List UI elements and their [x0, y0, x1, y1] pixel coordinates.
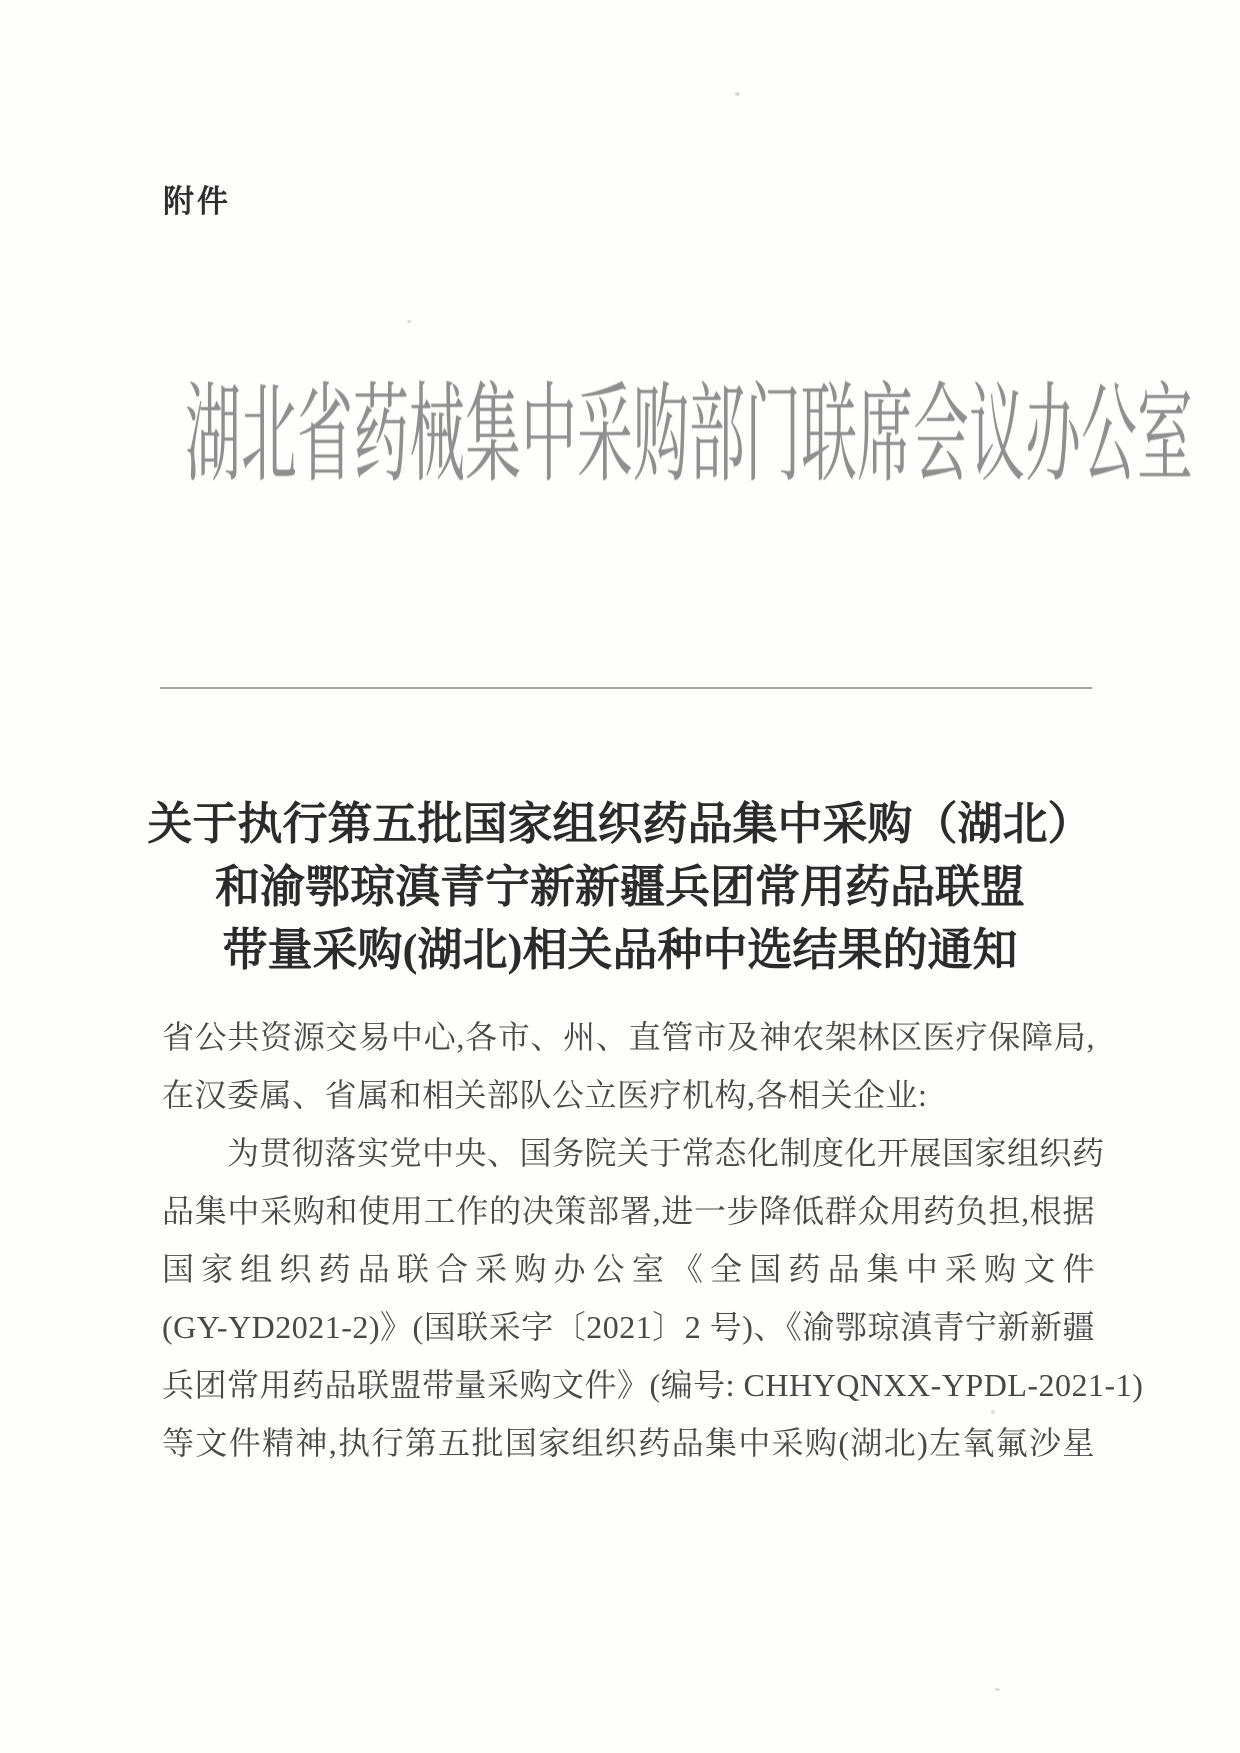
header-divider-line: [160, 687, 1092, 689]
body-line-2: 在汉委属、省属和相关部队公立医疗机构,各相关企业:: [162, 1077, 928, 1113]
scan-speck: [735, 92, 740, 96]
body-line-8: 等文件精神,执行第五批国家组织药品集中采购(湖北)左氧氟沙星: [162, 1425, 1095, 1461]
body-line-3: 为贯彻落实党中央、国务院关于常态化制度化开展国家组织药: [227, 1135, 1105, 1171]
scan-speck: [995, 1688, 1000, 1691]
scan-speck: [407, 320, 411, 323]
notice-title-line-2: 和渝鄂琼滇青宁新新疆兵团常用药品联盟: [214, 862, 1025, 912]
body-line-5: 国家组织药品联合采购办公室《全国药品集中采购文件: [162, 1251, 1095, 1287]
notice-title-line-1: 关于执行第五批国家组织药品集中采购（湖北）: [147, 799, 1093, 849]
notice-title-line-3: 带量采购(湖北)相关品种中选结果的通知: [222, 925, 1018, 975]
body-line-6: (GY-YD2021-2)》(国联采字〔2021〕2 号)、《渝鄂琼滇青宁新新疆: [162, 1309, 1095, 1345]
letterhead: [185, 375, 1193, 496]
scan-speck: [991, 1410, 995, 1414]
letterhead-text: 湖北省药械集中采购部门联席会议办公室: [185, 375, 1193, 496]
body-line-7: 兵团常用药品联盟带量采购文件》(编号: CHHYQNXX-YPDL-2021-1): [162, 1367, 1144, 1403]
body-text: [162, 1008, 1144, 1472]
body-line-4: 品集中采购和使用工作的决策部署,进一步降低群众用药负担,根据: [162, 1193, 1095, 1229]
attachment-label: 附件: [163, 184, 231, 219]
body-line-1: 省公共资源交易中心,各市、州、直管市及神农架林区医疗保障局,: [162, 1019, 1095, 1055]
notice-title: [0, 793, 1240, 982]
